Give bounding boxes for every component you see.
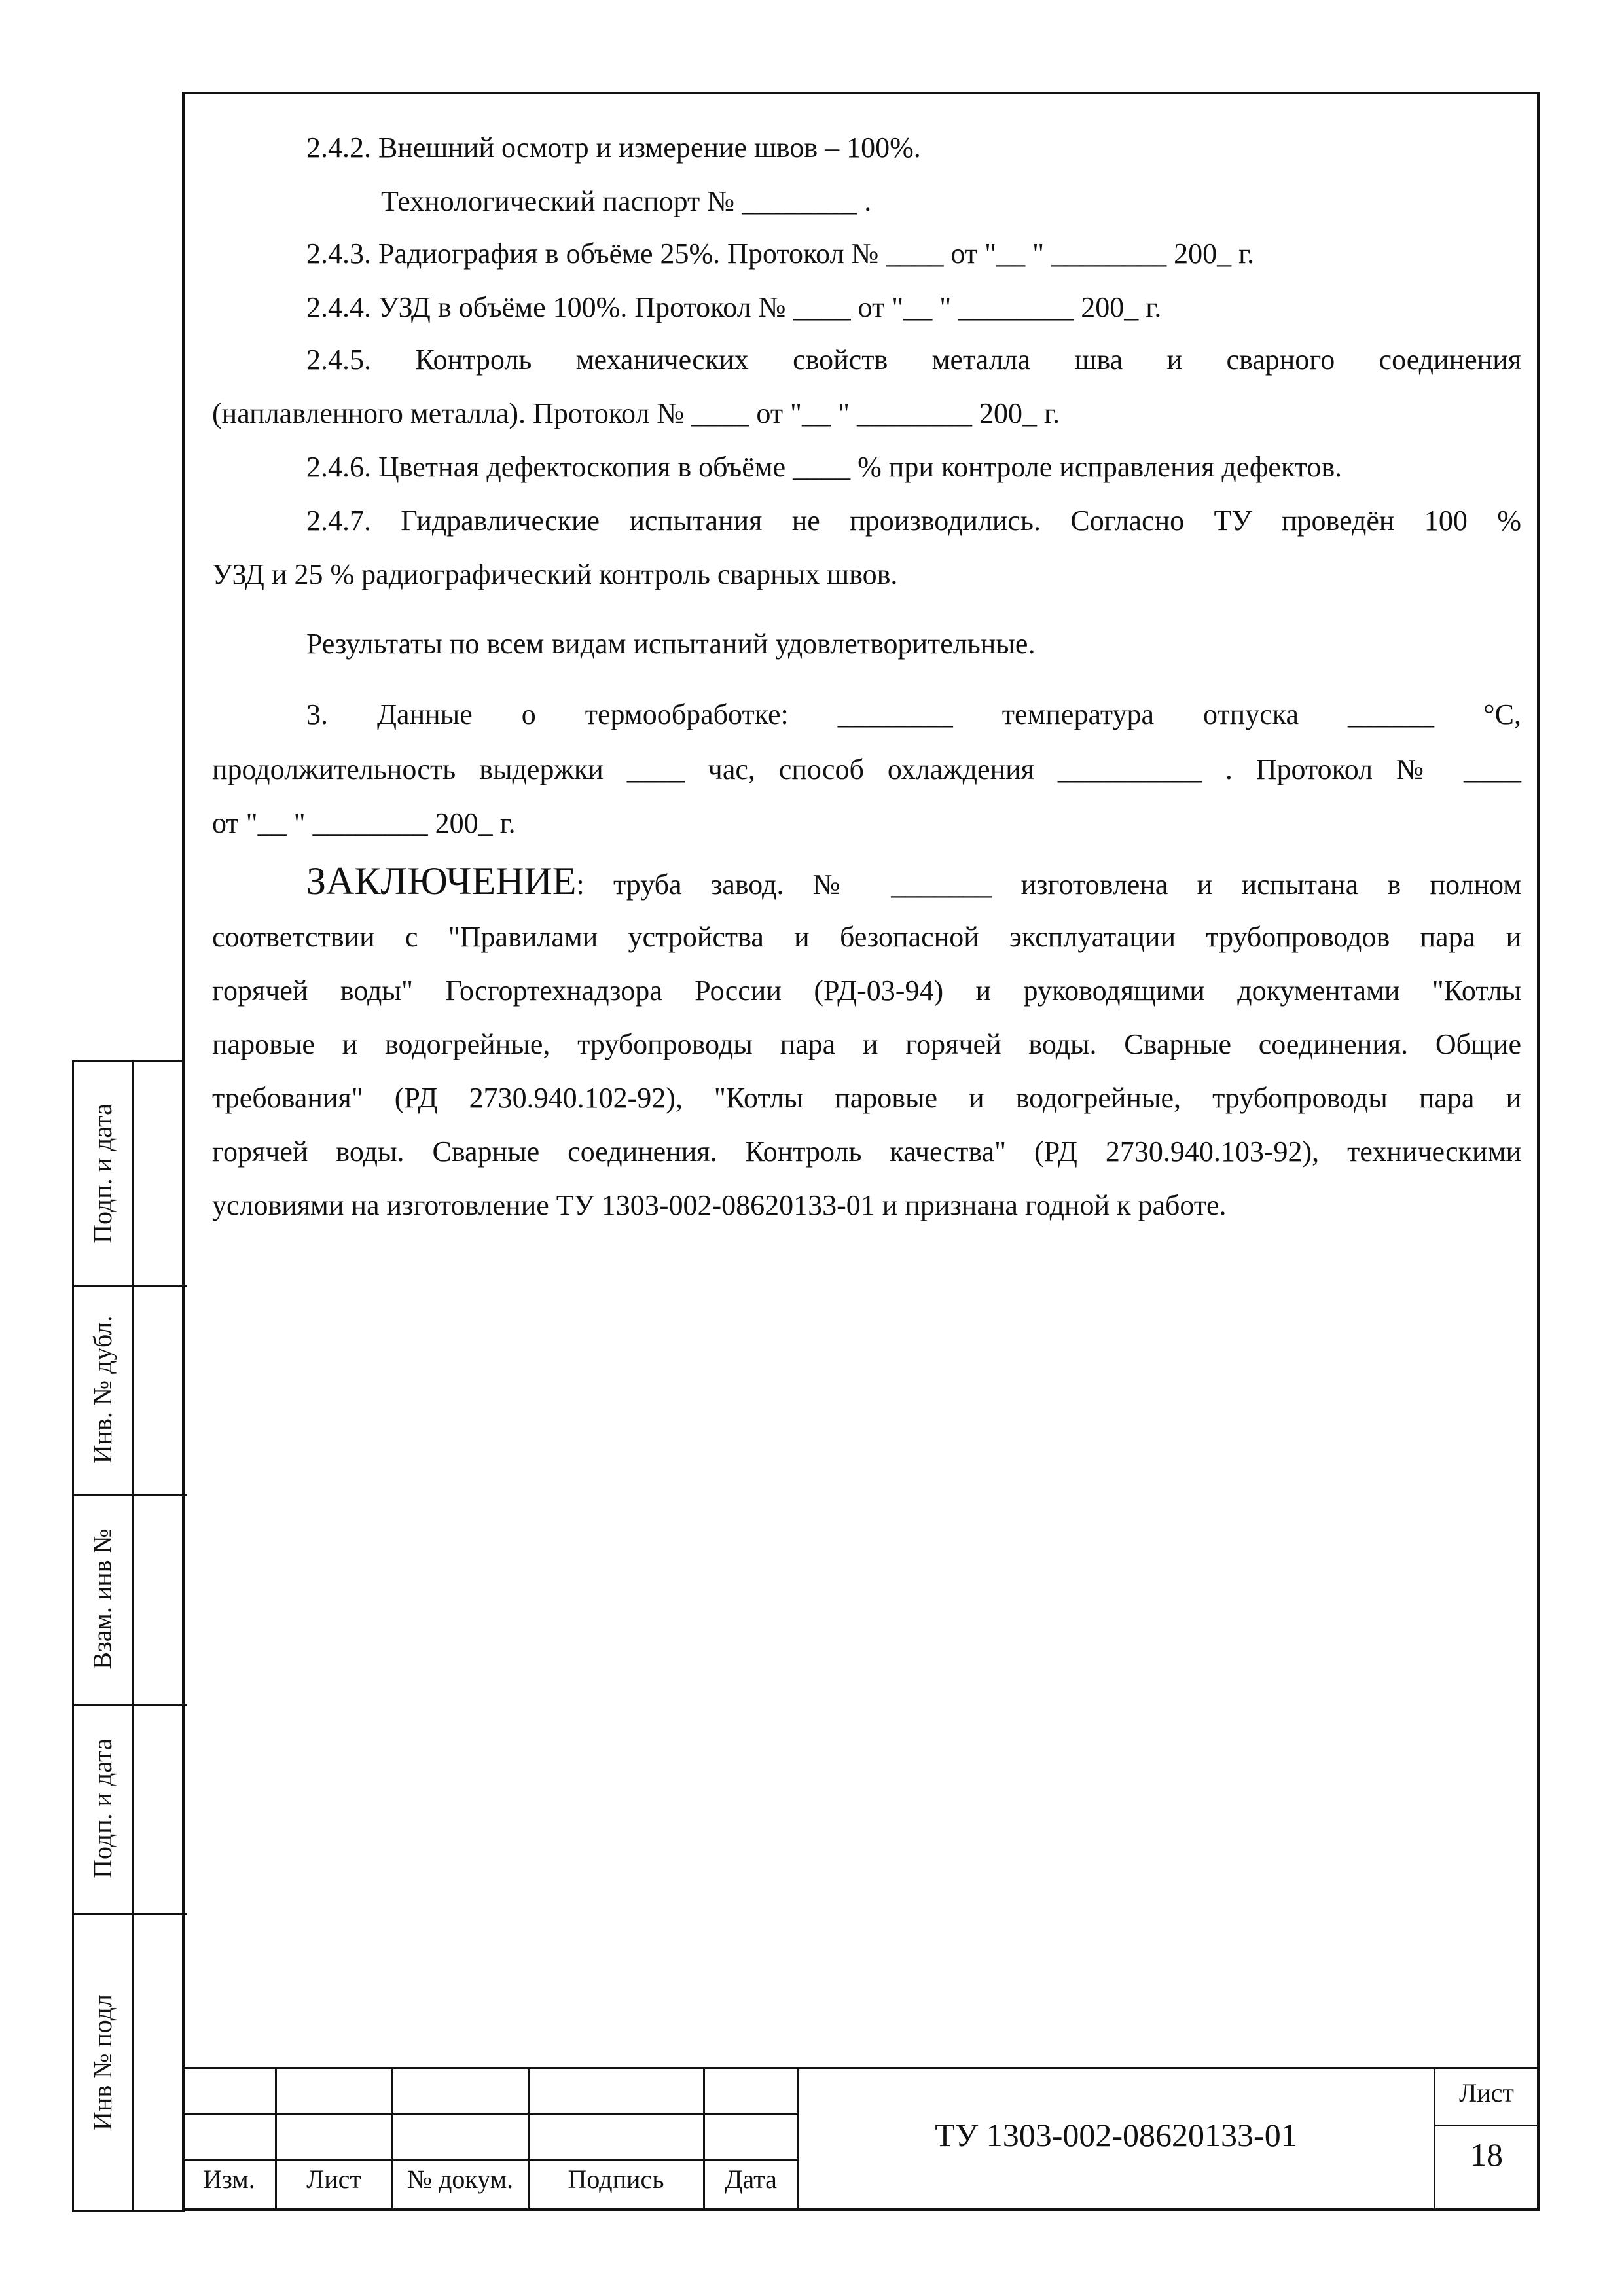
col-date: Дата [725, 2164, 777, 2194]
item-2-4-6: 2.4.6. Цветная дефектоскопия в объёме ____ % при контроле исправления дефектов. [306, 451, 1343, 483]
side-strip-original-inv: Инв № подл [88, 1994, 118, 2130]
title-block-top-border [183, 2067, 1538, 2069]
sheet-number: 18 [1470, 2136, 1503, 2173]
col-signature: Подпись [568, 2164, 664, 2194]
side-strip-divider [132, 1062, 134, 2210]
document-designation: ТУ 1303-002-08620133-01 [935, 2117, 1297, 2153]
conclusion-heading: ЗАКЛЮЧЕНИЕ [306, 859, 577, 903]
col-izm: Изм. [203, 2164, 255, 2194]
conclusion-line3: горячей воды" Госгортехнадзора России (РД-03-94) и руководящими документами "Котлы [212, 975, 1521, 1007]
heat-treatment-line3: от "__ " ________ 200_ г. [212, 807, 516, 839]
side-strip-sign-date-1: Подп. и дата [88, 1103, 118, 1244]
conclusion-line2: соответствии с "Правилами устройства и безопасной эксплуатации трубопроводов пара и [212, 921, 1521, 953]
item-2-4-2: 2.4.2. Внешний осмотр и измерение швов – 100%. [306, 132, 921, 164]
tech-passport-line: Технологический паспорт № ________ . [381, 185, 872, 217]
sheet-cell-divider [1434, 2125, 1540, 2126]
conclusion-line4: паровые и водогрейные, трубопроводы пара и горячей воды. Сварные соединения. Общие [212, 1028, 1521, 1060]
results-line: Результаты по всем видам испытаний удовлетворительные. [306, 628, 1036, 660]
heat-treatment-line1: 3. Данные о термообработке: ________ температура отпуска ______ °С, [306, 698, 1521, 730]
col-doc-number: № докум. [406, 2164, 514, 2194]
side-strip-replace-inv: Взам. инв № [88, 1528, 118, 1670]
item-2-4-5-line2: (наплавленного металла). Протокол № ____ от "__ " ________ 200_ г. [212, 397, 1060, 429]
side-strip [72, 1060, 185, 2212]
item-2-4-4: 2.4.4. УЗД в объёме 100%. Протокол № ____ от "__ " ________ 200_ г. [306, 291, 1162, 323]
item-2-4-7-line2: УЗД и 25 % радиографический контроль сварных швов. [212, 558, 898, 590]
conclusion-text-start: : труба завод. № _______ изготовлена и испытана в полном [576, 869, 1521, 901]
item-2-4-7-line1: 2.4.7. Гидравлические испытания не производились. Согласно ТУ проведён 100 % [306, 505, 1521, 537]
conclusion-line6: горячей воды. Сварные соединения. Контроль качества" (РД 2730.940.103-92), техническими [212, 1136, 1521, 1168]
side-strip-duplicate-inv: Инв. № дубл. [88, 1315, 118, 1464]
side-strip-sign-date-2: Подп. и дата [88, 1738, 118, 1878]
conclusion-line5: требования" (РД 2730.940.102-92), "Котлы паровые и водогрейные, трубопроводы пара и [212, 1082, 1521, 1114]
sheet-label: Лист [1459, 2078, 1514, 2108]
heat-treatment-line2: продолжительность выдержки ____ час, способ охлаждения __________ . Протокол № ____ [212, 753, 1521, 785]
item-2-4-3: 2.4.3. Радиография в объёме 25%. Протокол № ____ от "__ " ________ 200_ г. [306, 238, 1255, 270]
conclusion-line1 [306, 859, 1521, 903]
conclusion-line7: условиями на изготовление ТУ 1303-002-08620133-01 и признана годной к работе. [212, 1189, 1227, 1221]
col-list: Лист [306, 2164, 361, 2194]
item-2-4-5-line1: 2.4.5. Контроль механических свойств металла шва и сварного соединения [306, 344, 1521, 376]
